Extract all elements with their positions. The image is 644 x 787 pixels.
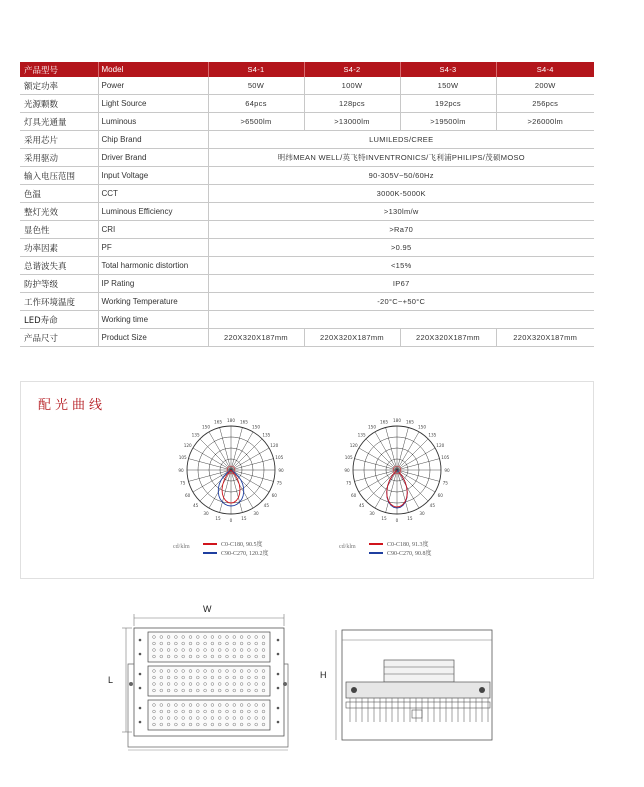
light-curve-section (20, 381, 594, 579)
legend-line-blue (369, 552, 383, 554)
cell-value: >6500lm (208, 113, 304, 131)
legend-line-blue (203, 552, 217, 554)
cell-value: 明纬MEAN WELL/英飞特INVENTRONICS/飞利浦PHILIPS/茂硕MOSO (208, 149, 594, 167)
angle-label: 150 (368, 424, 376, 430)
screw-hole (139, 707, 142, 710)
cell-value (208, 311, 594, 329)
cell-value: 64pcs (208, 95, 304, 113)
angle-label: 30 (419, 511, 425, 517)
angle-label: 90 (278, 467, 284, 473)
header-en: Model (98, 62, 208, 77)
row-label-cn: 光源颗数 (20, 95, 98, 113)
screw-hole (139, 721, 142, 724)
light-curve-title: 配光曲线 (38, 398, 107, 413)
polar-spoke (231, 459, 274, 470)
header-model: S4-3 (400, 62, 496, 77)
angle-label: 120 (436, 442, 445, 448)
row-label-cn: 工作环境温度 (20, 293, 98, 311)
legend-line-red (203, 543, 217, 545)
side-view-drawing (326, 620, 506, 760)
polar-spoke (397, 470, 428, 501)
cell-value: 220X320X187mm (496, 329, 594, 347)
cell-value: LUMILEDS/CREE (208, 131, 594, 149)
table-row (20, 167, 594, 185)
polar-spoke (231, 470, 269, 492)
angle-label: 150 (252, 424, 260, 430)
polar-spoke (397, 470, 435, 492)
cell-value: >0.95 (208, 239, 594, 257)
row-label-en: Product Size (98, 329, 208, 347)
row-label-cn: 产品尺寸 (20, 329, 98, 347)
angle-label: 105 (344, 454, 353, 460)
row-label-cn: 色温 (20, 185, 98, 203)
polar-spoke (193, 470, 231, 492)
angle-label: 60 (351, 492, 357, 498)
angle-label: 105 (275, 454, 284, 460)
row-label-en: Working time (98, 311, 208, 329)
header-model: S4-1 (208, 62, 304, 77)
angle-label: 15 (381, 516, 387, 522)
row-label-cn: 功率因素 (20, 239, 98, 257)
row-label-cn: 额定功率 (20, 77, 98, 95)
cell-value: 100W (304, 77, 400, 95)
table-row (20, 293, 594, 311)
row-label-cn: 防护等级 (20, 275, 98, 293)
screw-hole (277, 639, 280, 642)
polar-spoke (231, 432, 253, 470)
cell-value: 200W (496, 77, 594, 95)
polar-spoke (354, 470, 397, 481)
polar-spoke (397, 427, 408, 470)
row-label-cn: 整灯光效 (20, 203, 98, 221)
angle-label: 15 (407, 516, 413, 522)
angle-label: 180 (393, 417, 401, 423)
polar-spoke (397, 448, 435, 470)
cell-value: 192pcs (400, 95, 496, 113)
angle-label: 75 (276, 480, 282, 486)
polar-spoke (359, 448, 397, 470)
table-row (20, 329, 594, 347)
cell-value: >26000lm (496, 113, 594, 131)
angle-label: 30 (203, 511, 209, 517)
polar-spoke (200, 470, 231, 501)
screw-hole (139, 673, 142, 676)
angle-label: 15 (215, 516, 221, 522)
angle-label: 120 (183, 442, 192, 448)
cell-value: 220X320X187mm (208, 329, 304, 347)
angle-label: 150 (418, 424, 426, 430)
cell-value: -20°C~+50°C (208, 293, 594, 311)
angle-label: 30 (369, 511, 375, 517)
angle-label: 120 (270, 442, 279, 448)
length-label: L (108, 675, 114, 685)
polar-spoke (354, 459, 397, 470)
width-label: W (203, 604, 212, 614)
legend-text: C0-C180, 91.3度 (387, 542, 429, 548)
row-label-en: Luminous (98, 113, 208, 131)
cell-value: 220X320X187mm (304, 329, 400, 347)
spec-table (20, 62, 594, 347)
angle-label: 15 (241, 516, 247, 522)
height-label: H (320, 670, 327, 680)
table-row (20, 131, 594, 149)
row-label-en: Chip Brand (98, 131, 208, 149)
cell-value: 220X320X187mm (400, 329, 496, 347)
table-header-row (20, 62, 594, 77)
header-cn: 产品型号 (20, 62, 98, 77)
angle-label: 165 (239, 419, 248, 425)
header-model: S4-2 (304, 62, 400, 77)
angle-label: 90 (444, 467, 450, 473)
polar-spoke (193, 448, 231, 470)
cell-value: 50W (208, 77, 304, 95)
angle-label: 90 (178, 467, 184, 473)
screw-hole (277, 673, 280, 676)
angle-label: 105 (178, 454, 187, 460)
angle-label: 45 (192, 503, 199, 509)
screw-hole (139, 639, 142, 642)
row-label-en: Driver Brand (98, 149, 208, 167)
angle-label: 135 (191, 432, 200, 438)
legend-text: C90-C270, 120.2度 (221, 551, 269, 557)
polar-chart-left (166, 408, 296, 538)
angle-label: 75 (346, 480, 352, 486)
row-label-en: Luminous Efficiency (98, 203, 208, 221)
polar-spoke (231, 448, 269, 470)
cell-value: IP67 (208, 275, 594, 293)
table-row (20, 149, 594, 167)
angle-label: 165 (214, 419, 223, 425)
table-row (20, 95, 594, 113)
table-row (20, 275, 594, 293)
table-row (20, 185, 594, 203)
polar-spoke (231, 427, 242, 470)
angle-label: 60 (185, 492, 191, 498)
row-label-cn: LED寿命 (20, 311, 98, 329)
table-row (20, 239, 594, 257)
angle-label: 120 (349, 442, 358, 448)
front-view-drawing (112, 612, 302, 757)
cell-value: 3000K-5000K (208, 185, 594, 203)
angle-label: 135 (262, 432, 271, 438)
angle-label: 75 (442, 480, 448, 486)
polar-spoke (200, 439, 231, 470)
table-row (20, 311, 594, 329)
angle-label: 135 (357, 432, 366, 438)
angle-label: 105 (441, 454, 450, 460)
row-label-cn: 采用芯片 (20, 131, 98, 149)
cell-value: <15% (208, 257, 594, 275)
led-module (148, 666, 270, 696)
screw-hole (277, 721, 280, 724)
polar-spoke (386, 427, 397, 470)
polar-spoke (188, 459, 231, 470)
screw-hole (139, 653, 142, 656)
table-row (20, 77, 594, 95)
row-label-en: Light Source (98, 95, 208, 113)
cell-value: >130lm/w (208, 203, 594, 221)
polar-chart-right (332, 408, 462, 538)
polar-spoke (359, 470, 397, 492)
polar-spoke (397, 439, 428, 470)
row-label-cn: 总谐波失真 (20, 257, 98, 275)
cell-value: 128pcs (304, 95, 400, 113)
led-module (148, 632, 270, 662)
polar-spoke (231, 470, 262, 501)
table-row (20, 257, 594, 275)
row-label-cn: 采用驱动 (20, 149, 98, 167)
unit-label-left: cd/klm (173, 544, 190, 550)
table-row (20, 203, 594, 221)
row-label-en: Power (98, 77, 208, 95)
polar-spoke (231, 439, 262, 470)
row-label-cn: 显色性 (20, 221, 98, 239)
angle-label: 45 (263, 503, 270, 509)
header-model: S4-4 (496, 62, 594, 77)
polar-spoke (366, 470, 397, 501)
cell-value: >13000lm (304, 113, 400, 131)
row-label-en: Input Voltage (98, 167, 208, 185)
angle-label: 75 (180, 480, 186, 486)
cell-value: 150W (400, 77, 496, 95)
angle-label: 0 (395, 517, 399, 523)
legend-line-red (369, 543, 383, 545)
screw-hole (277, 687, 280, 690)
angle-label: 150 (202, 424, 210, 430)
legend-text: C90-C270, 90.8度 (387, 551, 432, 557)
cell-value: 90-305V~50/60Hz (208, 167, 594, 185)
angle-label: 30 (253, 511, 259, 517)
cell-value: >Ra70 (208, 221, 594, 239)
row-label-en: CCT (98, 185, 208, 203)
polar-spoke (375, 432, 397, 470)
led-module (148, 700, 270, 730)
polar-spoke (209, 432, 231, 470)
cell-value: 256pcs (496, 95, 594, 113)
polar-spoke (375, 470, 397, 508)
row-label-cn: 灯具光通量 (20, 113, 98, 131)
angle-label: 165 (380, 419, 389, 425)
cell-value: >19500lm (400, 113, 496, 131)
angle-label: 45 (358, 503, 365, 509)
screw-hole (277, 653, 280, 656)
row-label-en: IP Rating (98, 275, 208, 293)
table-row (20, 113, 594, 131)
legend-text: C0-C180, 90.5度 (221, 542, 263, 548)
angle-label: 60 (271, 492, 277, 498)
polar-spoke (397, 459, 440, 470)
row-label-en: CRI (98, 221, 208, 239)
polar-spoke (397, 470, 419, 508)
unit-label-right: cd/klm (339, 544, 356, 550)
screw-hole (139, 687, 142, 690)
angle-label: 135 (428, 432, 437, 438)
angle-label: 180 (227, 417, 235, 423)
polar-spoke (220, 427, 231, 470)
angle-label: 45 (429, 503, 436, 509)
polar-spoke (397, 470, 440, 481)
polar-spoke (366, 439, 397, 470)
angle-label: 165 (405, 419, 414, 425)
polar-spoke (397, 432, 419, 470)
angle-label: 60 (437, 492, 443, 498)
screw-hole (277, 707, 280, 710)
angle-label: 90 (344, 467, 350, 473)
row-label-en: Working Temperature (98, 293, 208, 311)
table-row (20, 221, 594, 239)
row-label-en: PF (98, 239, 208, 257)
polar-spoke (386, 470, 397, 513)
row-label-en: Total harmonic distortion (98, 257, 208, 275)
row-label-cn: 输入电压范围 (20, 167, 98, 185)
angle-label: 0 (229, 517, 233, 523)
